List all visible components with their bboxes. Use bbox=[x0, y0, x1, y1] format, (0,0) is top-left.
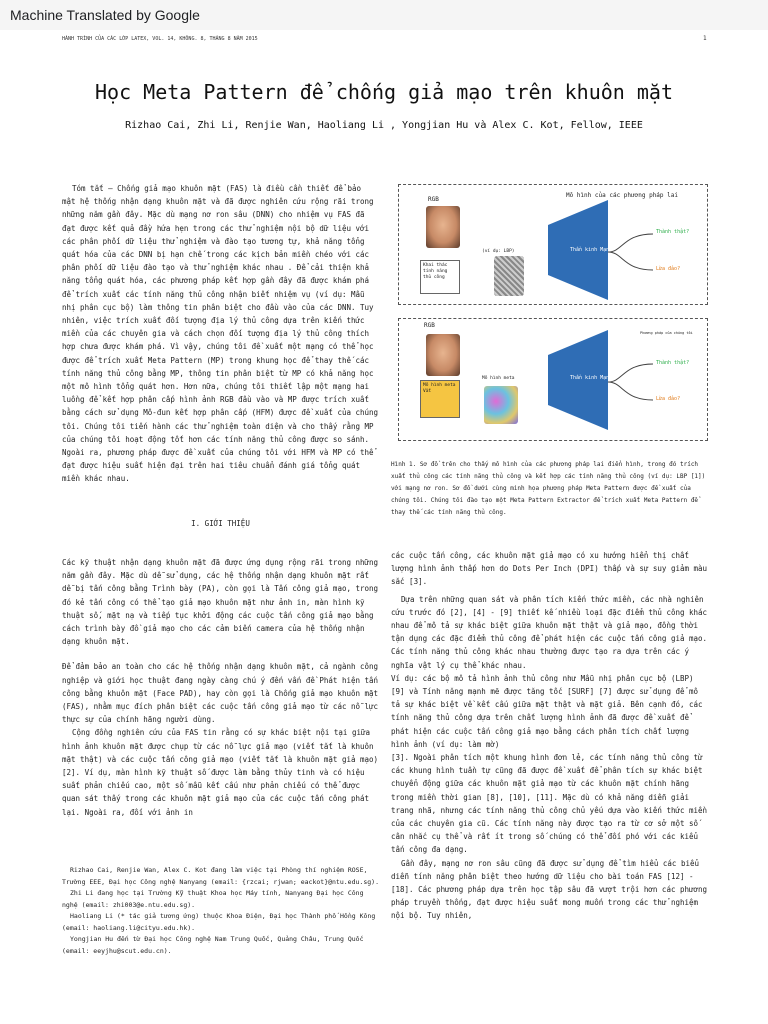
intro-paragraph: Ví dụ: các bộ mô tả hình ảnh thủ công như Mẫu nhị phân cục bộ (LBP) [9] và Tính năng mạnh mẽ được tăng tốc [SURF] [7] được sử dụng để mô tả sự khác biệt về kết cấu giữa mặt thật và mặt giả. Bên cạnh đó, các tính năng thủ công dựa trên chất lượng hình ảnh đã được đề xuất để phát hiện các cuộc tấn công giả mạo bằng cách phân tích chất lượng hình ảnh (ví dụ: làm mờ) bbox=[391, 673, 703, 749]
page-number: 1 bbox=[703, 35, 707, 42]
intro-paragraph: Dựa trên những quan sát và phân tích kiến thức miền, các nhà nghiên cứu trước đó [2], [4] - [9] thiết kế nhiều loại đặc điểm thủ công khác nhau để mô tả sự khác biệt giữa khuôn mặt thật và giả mạo, đồng thời tận dụng các đặc điểm thủ công để phát hiện các cuộc tấn công giả mạo. Các tính năng thủ công khác nhau thường được tạo ra dựa trên các ý nghĩa vật lý cụ thể khác nhau. bbox=[391, 594, 708, 670]
fake-label-top: Lừa đảo? bbox=[656, 266, 681, 272]
intro-paragraph: Cộng đồng nghiên cứu của FAS tin rằng có sự khác biệt nội tại giữa hình ảnh khuôn mặt được chụp từ các nỗ lực giả mạo (viết tắt là khuôn mặt thật) và các cuộc tấn công giả mạo (viết tắt là khuôn mặt giả mạo) [2]. Ví dụ, màn hình kỹ thuật số được làm bằng thủy tinh và có hiệu suất phản chiếu cao, một số mẫu kết cấu như phản chiếu có thể được quan sát thấy trong các khuôn mặt giả mạo của các cuộc tấn công phát lại. Ngoài ra, đối với ảnh in bbox=[62, 728, 379, 817]
meta-pattern-extractor-label: Mô hình meta Vắt bbox=[423, 383, 456, 394]
affiliation-item: Yongjian Hu đến từ Đại học Công nghệ Nam Trung Quốc, Quảng Châu, Trung Quốc (email: eeyjhu@scut.edu.cn). bbox=[62, 935, 364, 955]
real-label-top: Thành thật? bbox=[656, 229, 690, 235]
machine-translated-banner: Machine Translated by Google bbox=[0, 0, 768, 30]
affiliation-item: Rizhao Cai, Renjie Wan, Alex C. Kot đang làm việc tại Phòng thí nghiệm ROSE, Trường EEE, Đại học Công nghệ Nanyang (email: {rzcai; rjwan; eackot}@ntu.edu.sg). bbox=[62, 866, 379, 886]
abstract-text: Tóm tắt – Chống giả mạo khuôn mặt (FAS) là điều cần thiết để bảo mật hệ thống nhận dạng khuôn mặt và đã được nghiên cứu rộng rãi trong những năm gần đây. Mặc dù mạng nơ ron sâu (DNN) cho nhiệm vụ FAS đã đạt được kết quả đầy hứa hẹn trong các thử nghiệm nội bộ dữ liệu với các phân phối dữ liệu thử nghiệm và đào tạo tương tự, khả năng tổng quát hóa của các DNN bị hạn chế trong các kịch bản miền chéo với các phân phối dữ liệu đào tạo và thử nghiệm khác nhau . Để cải thiện khả năng tổng quát hóa, các phương pháp kết hợp gần đây đã được khám phá để trích xuất các tính năng thủ công nhận biết nhiệm vụ (ví dụ: Mẫu nhị phân cục bộ) làm thông tin phân biệt cho đầu vào của các DNN. Tuy nhiên, việc trích xuất đối tượng địa lý thủ công dựa trên kiến thức miền của các chuyên gia và cách chọn đối tượng địa lý thủ công thích hợp chưa được khám phá. Vì vậy, chúng tôi đề xuất một mạng có thể học được để trích xuất Meta Pattern (MP) trong khung học để thay thế các tính năng thủ công bằng MP, thông tin phân biệt từ MP có khả năng học một mô hình tổng quát hơn. Hơn nữa, chúng tôi thiết lập một mạng hai luồng để kết hợp phân cấp hình ảnh RGB đầu vào và MP được trích xuất bằng cách sử dụng Mô-đun kết hợp phân cấp (HFM) được đề xuất của chúng tôi. Chúng tôi tiến hành các thử nghiệm toàn diện và cho thấy rằng MP của chúng tôi hoạt động tốt hơn các tính năng thủ công được so sánh. Ngoài ra, phương pháp được đề xuất của chúng tôi với HFM và MP có thể đạt được hiệu suất hiện đại trên hai tiêu chuẩn đánh giá tổng quát miền khác nhau. bbox=[62, 184, 379, 484]
abstract bbox=[62, 182, 379, 486]
lbp-feature-image bbox=[494, 256, 524, 296]
intro-paragraph: Gần đây, mạng nơ ron sâu cũng đã được sử dụng để tìm hiểu các biểu diễn tính năng phân biệt theo hướng dữ liệu cho bài toán FAS [12] - [18]. Các phương pháp dựa trên học tập sâu đã vượt trội hơn các phương pháp truyền thống, đạt được hiệu suất mong muốn trong các thử nghiệm nội bộ. Tuy nhiên, bbox=[391, 858, 708, 921]
intro-right-column bbox=[391, 549, 710, 923]
lbp-example-label: (ví dụ: LBP) bbox=[482, 249, 515, 254]
meta-pattern-extractor-box bbox=[420, 380, 460, 418]
rgb-label-top: RGB bbox=[428, 196, 439, 203]
network-label-top: Thần kinh Mạng bbox=[570, 247, 613, 253]
affiliations bbox=[62, 865, 379, 957]
meta-pattern-label: Mô hình meta bbox=[482, 376, 515, 381]
real-label-bottom: Thành thật? bbox=[656, 360, 690, 366]
network-label-bottom: Thần kinh Mạng bbox=[570, 375, 613, 381]
intro-paragraph: các cuộc tấn công, các khuôn mặt giả mạo có xu hướng hiển thị chất lượng hình ảnh thấp hơn do Dots Per Inch (DPI) thấp và sự suy giảm màu sắc [3]. bbox=[391, 551, 708, 587]
figure-caption: Hình 1. Sơ đồ trên cho thấy mô hình của các phương pháp lai điển hình, trong đó trích xuất thủ công các tính năng thủ công và kết hợp các tính năng thủ công (ví dụ: LBP [1]) với mạng nơ ron. Sơ đồ dưới cùng minh họa phương pháp Meta Pattern được đề xuất của chúng tôi. Chúng tôi đào tạo một Meta Pattern Extractor để trích xuất Meta Pattern để thay thế các tính năng thủ công. bbox=[391, 461, 706, 516]
section-heading-introduction: I. GIỚI THIỆU bbox=[191, 519, 250, 528]
intro-paragraph: [3]. Ngoài phân tích một khung hình đơn lẻ, các tính năng thủ công từ các khung hình tuần tự cũng đã được đề xuất để phân tích sự khác biệt chuyển động giữa các khuôn mặt giả mạo từ các khuôn mặt chính hãng trong miền thời gian [8], [10], [11]. Mặc dù có khả năng diễn giải trang nhã, nhưng các tính năng thủ công chủ yếu dựa vào kiến thức miền của các chuyên gia cũ. Các tính năng này được tạo ra từ cơ sở một số cân nhắc cụ thể và rất ít trong số chúng có thể đối phó với các kiểu tấn công đa dạng. bbox=[391, 753, 708, 855]
handcrafted-extractor-box bbox=[420, 260, 460, 294]
paper-title: Học Meta Pattern để chống giả mạo trên khuôn mặt bbox=[95, 80, 673, 104]
intro-paragraph: Các kỹ thuật nhận dạng khuôn mặt đã được ứng dụng rộng rãi trong những năm gần đây. Mặc dù dễ sử dụng, các hệ thống nhận dạng khuôn mặt rất dễ bị tấn công bằng Trình bày (PA), còn gọi là Tấn công giả mạo, trong đó kẻ tấn công có thể tạo giả mạo khuôn mặt như ảnh in, màn hình kỹ thuật số, mặt nạ và tiếp tục khởi động các cuộc tấn công giả mạo bằng cách trình bày đồ giả mạo cho các cảm biến camera của hệ thống nhận dạng khuôn mặt. bbox=[62, 558, 379, 647]
affiliation-item: Zhi Li đang học tại Trường Kỹ thuật Khoa học Máy tính, Nanyang Đại học Công nghệ (email: zhi003@e.ntu.edu.sg). bbox=[62, 889, 364, 909]
output-branches-bottom bbox=[608, 352, 658, 412]
rgb-face-image-top bbox=[426, 206, 460, 248]
running-head: HÀNH TRÌNH CỦA CÁC LỚP LATEX, VOL. 14, KHÔNG. 8, THÁNG 8 NĂM 2015 bbox=[62, 36, 258, 42]
rgb-label-bottom: RGB bbox=[424, 322, 435, 329]
handcrafted-extractor-label: Khai thác tính năng thủ công bbox=[423, 263, 448, 280]
output-branches-top bbox=[608, 222, 658, 282]
our-method-label: Phương pháp của chúng tôi bbox=[640, 331, 693, 335]
hybrid-model-label: Mô hình của các phương pháp lai bbox=[566, 192, 678, 199]
fake-label-bottom: Lừa đảo? bbox=[656, 396, 681, 402]
intro-paragraph: Để đảm bảo an toàn cho các hệ thống nhận dạng khuôn mặt, cả ngành công nghiệp và giới học thuật đang ngày càng chú ý đến vấn đề Phát hiện tấn công bằng khuôn mặt (Face PAD), hay còn gọi là Chống giả mạo khuôn mặt (FAS), nhằm mục đích phân biệt các cuộc tấn công giả mạo từ các nỗ lực thực sự của chính hãng người dùng. bbox=[62, 662, 379, 725]
rgb-face-image-bottom bbox=[426, 334, 460, 376]
meta-pattern-image bbox=[484, 386, 518, 424]
affiliation-item: Haoliang Li (* tác giả tương ứng) thuộc Khoa Điện, Đại học Thành phố Hồng Kông (email: haoliang.li@cityu.edu.hk). bbox=[62, 912, 376, 932]
intro-left-column bbox=[62, 556, 379, 819]
author-list: Rizhao Cai, Zhi Li, Renjie Wan, Haoliang Li , Yongjian Hu và Alex C. Kot, Fellow, IEEE bbox=[125, 120, 643, 131]
